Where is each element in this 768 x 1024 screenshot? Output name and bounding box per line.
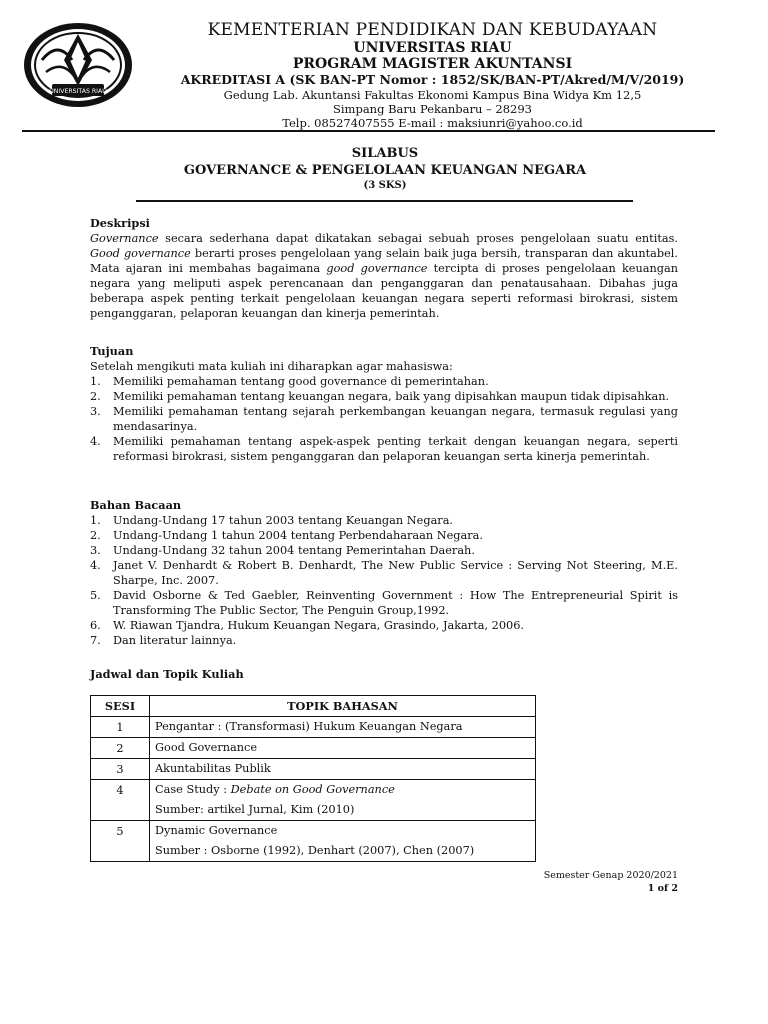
session-number: 3 — [91, 759, 150, 780]
topic-source: Sumber: artikel Jurnal, Kim (2010) — [155, 803, 355, 816]
list-item: 1. Undang-Undang 17 tahun 2003 tentang Keuangan Negara. — [90, 514, 454, 527]
course-title: GOVERNANCE & PENGELOLAAN KEUANGAN NEGARA — [183, 163, 587, 178]
tujuan-heading: Tujuan — [90, 344, 134, 358]
semester-label: Semester Genap 2020/2021 — [543, 870, 678, 881]
address-line-2: Simpang Baru Pekanbaru – 28293 — [333, 102, 532, 116]
logo-emblem-icon — [22, 20, 134, 110]
course-credits: (3 SKS) — [363, 180, 407, 191]
list-item-text: Memiliki pemahaman tentang keuangan negara, baik yang dipisahkan maupun tidak dipisahkan. — [113, 390, 670, 403]
session-topic — [150, 717, 536, 738]
list-item-text: David Osborne & Ted Gaebler, Reinventing Government : How The Entrepreneurial Spirit is Transforming The Public Sector, The Penguin Group,1992. — [113, 589, 678, 617]
list-item-text: Memiliki pemahaman tentang aspek-aspek penting terkait dengan keuangan negara, seperti reformasi birokrasi, sistem penganggaran dan pelaporan keuangan serta kinerja pemerintah. — [113, 435, 678, 463]
term-governance: Governance — [90, 232, 159, 245]
session-number: 5 — [91, 821, 150, 862]
topic-line: Dynamic Governance — [155, 824, 278, 837]
topic-source: Sumber : Osborne (1992), Denhart (2007), Chen (2007) — [155, 844, 475, 857]
deskripsi-text-2: berarti proses pengelolaan yang selain baik juga bersih, transparan dan akuntabel. Mata ajaran ini membahas bagaimana — [90, 247, 679, 275]
session-number: 2 — [91, 738, 150, 759]
session-topic — [150, 738, 536, 759]
list-item-text: Dan literatur lainnya. — [113, 634, 237, 647]
session-topic — [150, 759, 536, 780]
term-good-governance-2: good governance — [326, 262, 428, 275]
list-item: 2. Undang-Undang 1 tahun 2004 tentang Perbendaharaan Negara. — [90, 529, 483, 542]
ministry-name: KEMENTERIAN PENDIDIKAN DAN KEBUDAYAAN — [207, 20, 658, 40]
table-row — [91, 738, 536, 759]
university-name: UNIVERSITAS RIAU — [353, 40, 512, 56]
list-item: 3. Undang-Undang 32 tahun 2004 tentang Pemerintahan Daerah. — [90, 544, 475, 557]
address-line-1: Gedung Lab. Akuntansi Fakultas Ekonomi Kampus Bina Widya Km 12,5 — [223, 88, 642, 102]
column-header-topik: TOPIK BAHASAN — [150, 696, 536, 717]
topic-prefix: Case Study : — [155, 783, 231, 796]
bahan-list — [90, 513, 678, 648]
logo-text: UNIVERSITAS RIAU — [49, 88, 107, 95]
table-row — [91, 780, 536, 821]
session-number: 4 — [91, 780, 150, 821]
table-row — [91, 717, 536, 738]
list-item: 6. W. Riawan Tjandra, Hukum Keuangan Negara, Grasindo, Jakarta, 2006. — [90, 619, 524, 632]
list-item-text: W. Riawan Tjandra, Hukum Keuangan Negara, Grasindo, Jakarta, 2006. — [113, 619, 524, 632]
deskripsi-text-1: secara sederhana dapat dikatakan sebagai sebuah proses pengelolaan suatu entitas. — [158, 232, 678, 245]
deskripsi-paragraph — [90, 231, 678, 321]
list-item-text: Memiliki pemahaman tentang good governance di pemerintahan. — [113, 375, 489, 388]
bahan-heading: Bahan Bacaan — [90, 498, 182, 512]
contact-info: Telp. 08527407555 E-mail : maksiunri@yahoo.co.id — [282, 116, 583, 130]
accreditation: AKREDITASI A (SK BAN-PT Nomor : 1852/SK/BAN-PT/Akred/M/V/2019) — [180, 72, 685, 87]
list-item: 5. David Osborne & Ted Gaebler, Reinventing Government : How The Entrepreneurial Spirit is Transforming The Public Sector, The Penguin Group,1992. — [90, 589, 678, 617]
tujuan-intro: Setelah mengikuti mata kuliah ini diharapkan agar mahasiswa: — [90, 360, 453, 373]
list-item-text: Memiliki pemahaman tentang sejarah perkembangan keuangan negara, termasuk regulasi yang mendasarinya. — [113, 405, 678, 433]
topic-line: Akuntabilitas Publik — [155, 762, 271, 775]
list-item-text: Undang-Undang 32 tahun 2004 tentang Pemerintahan Daerah. — [113, 544, 475, 557]
list-item: 3. Memiliki pemahaman tentang sejarah perkembangan keuangan negara, termasuk regulasi yang mendasarinya. — [90, 405, 678, 433]
jadwal-heading: Jadwal dan Topik Kuliah — [90, 667, 244, 681]
tujuan-list — [90, 374, 678, 464]
session-number: 1 — [91, 717, 150, 738]
program-name: PROGRAM MAGISTER AKUNTANSI — [292, 56, 573, 72]
topic-line: Pengantar : (Transformasi) Hukum Keuangan Negara — [155, 720, 463, 733]
list-item: 7. Dan literatur lainnya. — [90, 634, 237, 647]
deskripsi-text-3: tercipta di proses pengelolaan keuangan negara yang meliputi aspek perencanaan dan penganggaran dan penatausahaan. Dibahas juga beberapa aspek penting terkait pengelolaan keuangan negara seperti reformasi birokrasi, sistem penganggaran, pelaporan keuangan dan kinerja pemerintah. — [90, 262, 679, 320]
topic-italic: Debate on Good Governance — [230, 783, 395, 796]
list-item: 2. Memiliki pemahaman tentang keuangan negara, baik yang dipisahkan maupun tidak dipisahkan. — [90, 390, 670, 403]
session-topic — [150, 821, 536, 862]
table-header-row — [91, 696, 536, 717]
doc-title: SILABUS — [351, 146, 419, 161]
term-good-governance: Good governance — [90, 247, 191, 260]
table-row — [91, 759, 536, 780]
list-item: 1. Memiliki pemahaman tentang good governance di pemerintahan. — [90, 375, 489, 388]
university-logo — [22, 20, 134, 110]
topic-line: Good Governance — [155, 741, 258, 754]
deskripsi-heading: Deskripsi — [90, 216, 150, 230]
session-topic — [150, 780, 536, 821]
list-item-text: Undang-Undang 1 tahun 2004 tentang Perbendaharaan Negara. — [113, 529, 483, 542]
page-number: 1 of 2 — [647, 883, 678, 894]
list-item-text: Undang-Undang 17 tahun 2003 tentang Keuangan Negara. — [113, 514, 454, 527]
list-item: 4. Janet V. Denhardt & Robert B. Denhardt, The New Public Service : Serving Not Steering, M.E. Sharpe, Inc. 2007. — [90, 559, 678, 587]
list-item: 4. Memiliki pemahaman tentang aspek-aspek penting terkait dengan keuangan negara, seperti reformasi birokrasi, sistem penganggaran dan pelaporan keuangan serta kinerja pemerintah. — [90, 435, 678, 463]
table-row — [91, 821, 536, 862]
section-deskripsi — [90, 216, 678, 321]
title-divider — [136, 200, 633, 202]
section-bahan-bacaan — [90, 498, 678, 648]
column-header-sesi: SESI — [91, 696, 150, 717]
section-tujuan — [90, 344, 678, 464]
header-divider — [22, 130, 715, 132]
list-item-text: Janet V. Denhardt & Robert B. Denhardt, The New Public Service : Serving Not Steering, M.E. Sharpe, Inc. 2007. — [113, 559, 678, 587]
topic-line — [155, 780, 530, 800]
schedule-table — [90, 695, 536, 862]
